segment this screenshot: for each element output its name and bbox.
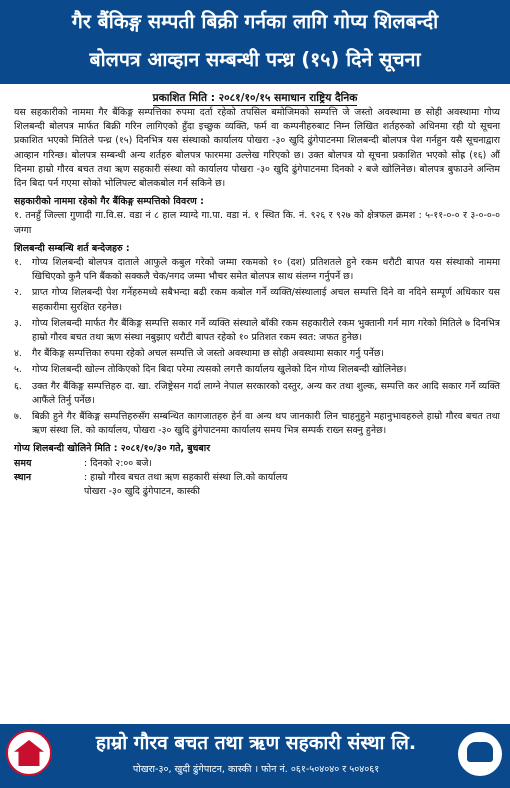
- place-value: : हाम्रो गौरव बचत तथा ऋण सहकारी संस्था लि.को कार्यालय: [84, 471, 288, 483]
- notice-body: [14, 106, 500, 499]
- condition-item: ५. गोप्य शिलबन्दी खोल्न तोकिएको दिन बिदा परेमा त्यसको लगत्तै कार्यालय खुलेको दिन गोप्य शिलबन्दी खोलिनेछ।: [14, 364, 407, 376]
- opening-date: गोप्य शिलबन्दी खोलिने मिति : २०८१/१०/३० गते, बुधबार: [14, 443, 211, 455]
- opening-place-row: [14, 471, 500, 485]
- condition-item: ६. उक्त गैर बैंकिङ्ग सम्पत्तिहरु दा. खा. रजिष्ट्रेसन गर्दा लाग्ने नेपाल सरकारको दस्तुर, अन्य कर तथा शुल्क, सम्पत्ति कर आदि सकार गर्ने व्यक्ति आफैंले तिर्नु पर्नेछ।: [14, 380, 500, 406]
- place-value-2: पोखरा -३० खुदि ढुंगेपाटन, कास्की: [84, 486, 200, 498]
- asset-description: १. तनहुँ जिल्ला गुणादी गा.वि.स. वडा नं ८ हाल म्याग्दे गा.पा. वडा नं. १ स्थित कि. नं. ९२६ र ९२७ को क्षेत्रफल क्रमश : ५-११-०-० र ३-०-०-० जग्गा: [14, 210, 500, 236]
- time-value: : दिनको २:०० बजे।: [84, 457, 152, 469]
- organization-name: हाम्रो गौरव बचत तथा ऋण सहकारी संस्था लि.: [95, 732, 417, 754]
- place-label: स्थान: [14, 471, 32, 483]
- time-label: समय: [14, 457, 32, 469]
- notice-footer: [0, 724, 510, 788]
- cooperative-logo-icon: [6, 730, 52, 776]
- notice-header: [0, 0, 510, 84]
- organization-address: पोखरा-३०, खुदी ढुंगेपाटन, कास्की । फोन नं. ०६१-५०४०४० र ५०४०६१: [132, 764, 380, 775]
- condition-item: ३. गोप्य शिलबन्दी मार्फत गैर बैंकिङ्ग सम्पत्ति सकार गर्ने व्यक्ति संस्थाले बाँकी रकम सहकारीले रकम भुक्तानी गर्न माग गरेको मितिले ७ दिनभित्र हाम्रो गौरव बचत तथा ऋण संस्था नबुझाए धरौटी बापत रहेको १० प्रतिशत रकम स्वत: जफत हुनेछ।: [14, 317, 500, 344]
- notice-title-line1: गैर बैंकिङ्ग सम्पती बिक्री गर्नका लागि गोप्य शिलबन्दी: [71, 10, 439, 33]
- asset-heading: सहकारीको नाममा रहेको गैर बैंकिङ्ग सम्पत्तिको विवरण :: [14, 196, 204, 208]
- notice-title-line2: बोलपत्र आव्हान सम्बन्धी पन्ध्र (१५) दिने सूचना: [89, 48, 421, 71]
- cooperative-emblem-icon: [458, 732, 502, 776]
- conditions-heading: शिलबन्दी सम्बन्धि शर्त बन्देजहरु :: [14, 242, 130, 254]
- published-date: प्रकाशित मिति : २०८१/१०/१५ समाधान राष्ट्रिय दैनिक: [152, 92, 358, 104]
- condition-item: १. गोप्य शिलबन्दी बोलपत्र दाताले आफुले कबुल गरेको जम्मा रकमको १० (दश) प्रतिशतले हुने रकम धरौटी बापत यस संस्थाको नाममा खिचिएको कुनै पनि बैंकको सक्कलै चेक/नगद जम्मा भौचर समेत बोलपत्र साथ संलग्न गर्नुपर्ने छ।: [14, 257, 500, 283]
- opening-details: [14, 442, 500, 499]
- conditions-list: [14, 256, 500, 438]
- intro-paragraph: यस सहकारीको नाममा गैर बैंकिङ्ग सम्पत्तिका रुपमा दर्ता रहेको तपसिल बमोजिमको सम्पत्ति जे जस्तो अवस्थामा छ सोही अवस्थामा गोप्य शिलबन्दी बोलपत्र मार्फत बिक्री गरिन लागिएको हुँदा इच्छुक व्यक्ति, फर्म वा कम्पनीहरुबाट निम्न लिखित शर्तहरुको अधिनमा रही यो सूचना प्रकाशित भएको मितिले पन्ध्र (१५) दिनभित्र यस संस्थाको कार्यालय पोखरा -३० खुदि ढुंगेपाटनमा शिलबन्दी बोलपत्र पेश गर्नहुन यसै सूचनाद्वारा आव्हान गरिन्छ। बोलपत्र सम्बन्धी अन्य शर्तहरु बोलपत्र फारममा उल्लेख गरिएको छ। उक्त बोलपत्र यो सूचना प्रकाशित भएको सोह्र (१६) औं दिनमा हाम्रो गौरव बचत तथा ऋण सहकारी संस्था को कार्यालय पोखरा -३० खुदि ढुंगेपाटनमा दिनको २ बजे खोलिनेछ। बोलपत्र बुफाउने अन्तिम दिन बिदा पर्न गएमा सोको भोलिपल्ट बोलकबोल गर्न सकिने छ।: [14, 107, 500, 190]
- opening-place-row-2: [14, 485, 500, 499]
- condition-item: ४. गैर बैंकिङ्ग सम्पत्तिका रुपमा रहेको अचल सम्पत्ति जे जस्तो अवस्थामा छ सोही अवस्थामा सकार गर्नु पर्नेछ।: [14, 348, 384, 360]
- opening-time-row: [14, 457, 500, 471]
- condition-item: २. प्राप्त गोप्य शिलबन्दी पेश गर्नेहरुमध्ये सबैभन्दा बढी रकम कबोल गर्ने व्यक्ति/संस्थालाई अचल सम्पत्ति दिने वा नदिने सम्पूर्ण अधिकार यस सहकारीमा सुरक्षित रहनेछ।: [14, 287, 500, 313]
- condition-item: ७. बिक्री हुने गैर बैंकिङ्ग सम्पत्तिहरुसँग सम्बन्धित कागजातहरु हेर्न वा अन्य थप जानकारी लिन चाहनुहुने महानुभावहरुले हाम्रो गौरव बचत तथा ऋण संस्था लि. को कार्यालय, पोखरा -३० खुदि ढुंगेपाटनमा कार्यालय समय भित्र सम्पर्क राख्न सक्नु हुनेछ।: [14, 411, 500, 437]
